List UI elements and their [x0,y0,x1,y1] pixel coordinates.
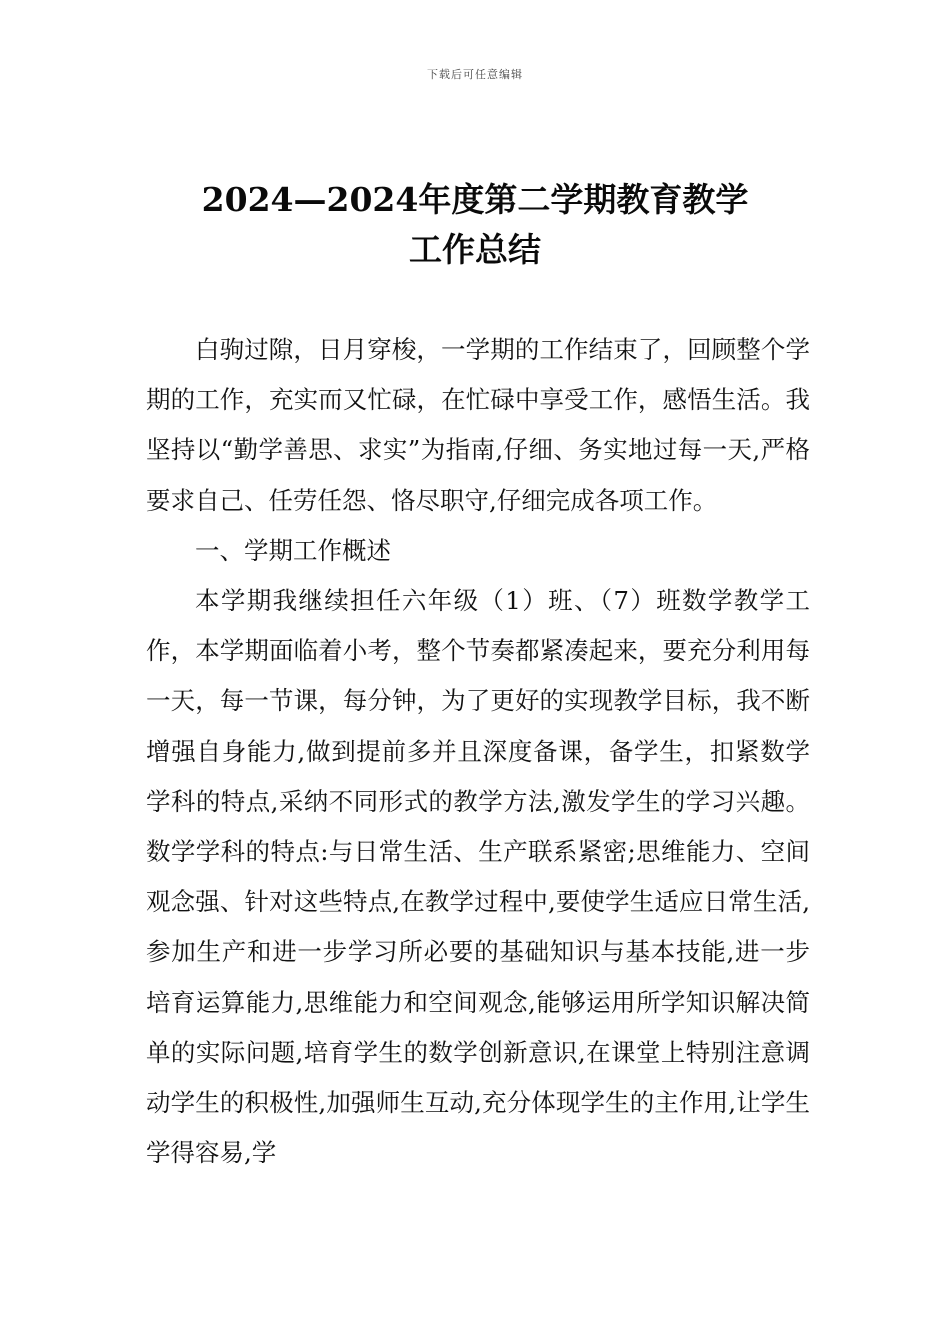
document-title [0,175,950,275]
body-paragraph: 本学期我继续担任六年级（1）班、（7）班数学教学工作，本学期面临着小考，整个节奏都紧凑起来，要充分利用每一天，每一节课，每分钟，为了更好的实现教学目标，我不断增强自身能力,做到提前多并且深度备课，备学生，扣紧数学学科的特点,采纳不同形式的教学方法,激发学生的学习兴趣。数学学科的特点:与日常生活、生产联系紧密;思维能力、空间观念强、针对这些特点,在教学过程中,要使学生适应日常生活,参加生产和进一步学习所必要的基础知识与基本技能,进一步培育运算能力,思维能力和空间观念,能够运用所学知识解决简单的实际问题,培育学生的数学创新意识,在课堂上特别注意调动学生的积极性,加强师生互动,充分体现学生的主作用,让学生学得容易,学 [146,586,810,1168]
header-note: 下载后可任意编辑 [427,68,523,81]
title-line-1: 2024—2024年度第二学期教育教学 [201,180,749,219]
intro-paragraph: 白驹过隙，日月穿梭，一学期的工作结束了，回顾整个学期的工作，充实而又忙碌，在忙碌中享受工作，感悟生活。我坚持以“勤学善思、求实”为指南,仔细、务实地过每一天,严格要求自己、任劳任怨、恪尽职守,仔细完成各项工作。 [146,335,810,515]
title-line-2: 工作总结 [409,230,541,269]
document-body [146,325,810,1178]
section-heading: 一、学期工作概述 [195,535,391,565]
